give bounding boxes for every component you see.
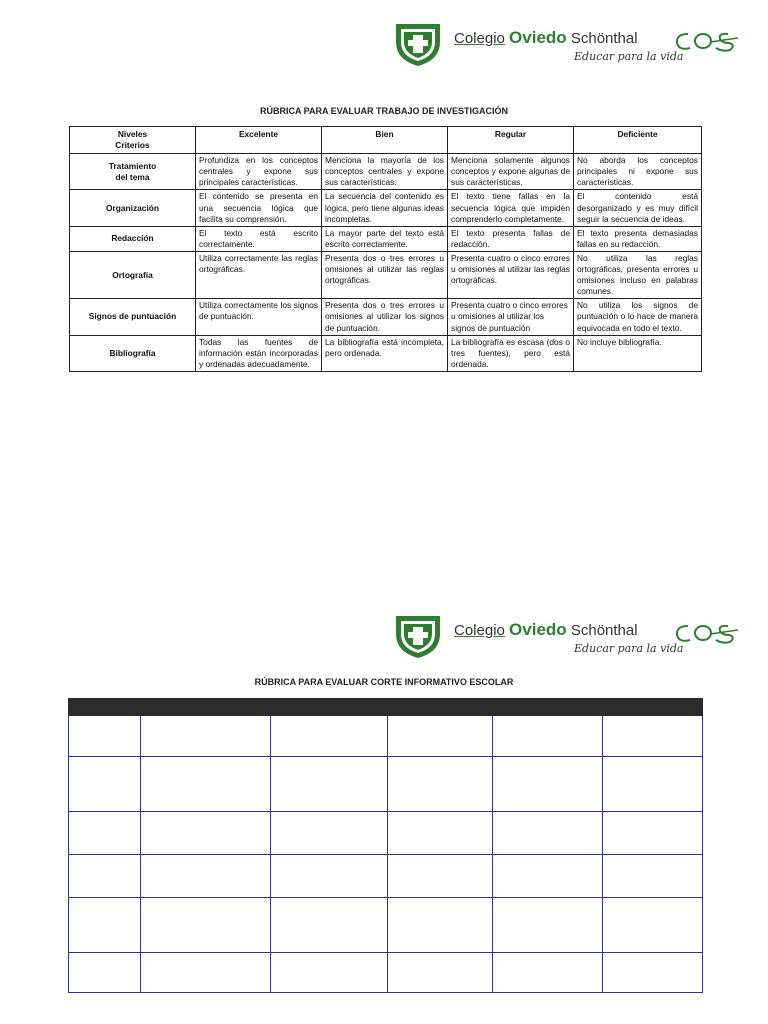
school-name-part3: Schönthal <box>570 30 638 47</box>
criterion-cell: Signos de puntuación <box>70 299 196 335</box>
criterion-cell: Organización <box>70 190 196 226</box>
research-rubric-table <box>69 126 702 372</box>
rubric-cell: La bibliografía está incompleta, pero ordenada. <box>322 335 448 371</box>
rubric-cell: Presenta cuatro o cinco errores u omisiones al utilizar las reglas ortográficas. <box>448 251 574 298</box>
school-name-part2: Oviedo <box>509 28 567 47</box>
school-tagline: Educar para la vida <box>574 642 684 655</box>
grid-cell <box>69 757 141 812</box>
rubric-header-row <box>70 127 702 154</box>
grid-cell <box>388 898 493 953</box>
rubric-cell: El texto presenta demasiadas fallas en su redacción. <box>574 226 702 251</box>
rubric-cell: No utiliza los signos de puntuación o lo hace de manera equivocada en todo el texto. <box>574 299 702 335</box>
rubric-cell: No utiliza las reglas ortográficas, presenta errores u omisiones incluso en palabras comunes. <box>574 251 702 298</box>
table-row <box>69 953 703 993</box>
grid-header-cell <box>141 699 271 716</box>
grid-cell <box>141 855 271 898</box>
grid-cell <box>271 953 388 993</box>
criterion-cell <box>70 154 196 190</box>
grid-cell <box>69 812 141 855</box>
corner-header-criteria: Criterios <box>115 140 150 151</box>
shield-icon <box>392 612 444 660</box>
rubric-cell: La mayor parte del texto está escrito correctamente. <box>322 226 448 251</box>
grid-cell <box>141 953 271 993</box>
grid-cell <box>388 812 493 855</box>
table-row <box>69 855 703 898</box>
grid-cell <box>69 898 141 953</box>
cos-monogram-icon <box>674 28 740 54</box>
rubric-cell: El contenido se presenta en una secuencia lógica que facilita su comprensión. <box>196 190 322 226</box>
level-header: Deficiente <box>574 127 702 154</box>
shield-icon <box>392 20 444 68</box>
grid-header-cell <box>388 699 493 716</box>
rubric-title-research: RÚBRICA PARA EVALUAR TRABAJO DE INVESTIGACIÓN <box>259 106 508 116</box>
grid-cell <box>141 898 271 953</box>
rubric-cell: El texto está escrito correctamente. <box>196 226 322 251</box>
grid-cell <box>388 855 493 898</box>
rubric-cell: Presenta cuatro o cinco errores u omisiones al utilizar los signos de puntuación <box>448 299 574 335</box>
grid-cell <box>388 716 493 757</box>
level-header: Excelente <box>196 127 322 154</box>
school-logo <box>392 20 742 68</box>
grid-header-cell <box>271 699 388 716</box>
rubric-cell: Presenta dos o tres errores u omisiones al utilizar los signos de puntuación. <box>322 299 448 335</box>
grid-cell <box>493 757 603 812</box>
rubric-cell: No aborda los conceptos principales ni expone sus características. <box>574 154 702 190</box>
table-row <box>70 226 702 251</box>
rubric-cell: La bibliografía es escasa (dos o tres fuentes), pero está ordenada. <box>448 335 574 371</box>
grid-cell <box>603 757 703 812</box>
school-name-part1: Colegio <box>454 622 505 639</box>
corner-header-levels: Niveles <box>117 129 148 139</box>
rubric-cell: Menciona solamente algunos conceptos y expone algunas de sus características. <box>448 154 574 190</box>
school-name-part3: Schönthal <box>570 622 638 639</box>
table-row <box>70 154 702 190</box>
grid-cell <box>493 716 603 757</box>
grid-cell <box>493 855 603 898</box>
grid-cell <box>603 953 703 993</box>
rubric-cell: La secuencia del contenido es lógica, pero tiene algunas ideas incompletas. <box>322 190 448 226</box>
school-logo <box>392 612 742 660</box>
grid-cell <box>69 716 141 757</box>
corner-header <box>70 127 196 154</box>
school-name <box>454 620 638 640</box>
grid-cell <box>603 812 703 855</box>
grid-cell <box>271 716 388 757</box>
criterion-cell: Redacción <box>70 226 196 251</box>
grid-cell <box>141 757 271 812</box>
grid-header-cell <box>69 699 141 716</box>
grid-cell <box>388 953 493 993</box>
table-row <box>69 757 703 812</box>
rubric-cell: No incluye bibliografía. <box>574 335 702 371</box>
rubric-cell: El texto tiene fallas en la secuencia lógica que impiden comprenderlo completamente. <box>448 190 574 226</box>
rubric-title-newsletter: RÚBRICA PARA EVALUAR CORTE INFORMATIVO ESCOLAR <box>254 677 514 687</box>
rubric-cell: Profundiza en los conceptos centrales y expone sus principales características. <box>196 154 322 190</box>
table-row <box>70 251 702 298</box>
cos-monogram-icon <box>674 620 740 646</box>
grid-cell <box>141 716 271 757</box>
grid-cell <box>271 855 388 898</box>
level-header: Bien <box>322 127 448 154</box>
table-row <box>70 299 702 335</box>
table-row <box>70 190 702 226</box>
school-name-part2: Oviedo <box>509 620 567 639</box>
grid-cell <box>603 855 703 898</box>
table-row <box>70 335 702 371</box>
newsletter-rubric-table <box>68 698 703 993</box>
rubric-cell: Utiliza correctamente los signos de puntuación. <box>196 299 322 335</box>
grid-cell <box>271 812 388 855</box>
criterion-cell: Bibliografía <box>70 335 196 371</box>
grid-cell <box>271 757 388 812</box>
rubric-cell: Presenta dos o tres errores u omisiones al utilizar las reglas ortográficas. <box>322 251 448 298</box>
rubric-cell: El contenido está desorganizado y es muy difícil seguir la secuencia de ideas. <box>574 190 702 226</box>
grid-cell <box>69 953 141 993</box>
criterion-cell: Ortografía <box>70 251 196 298</box>
grid-cell <box>388 757 493 812</box>
grid-cell <box>493 898 603 953</box>
school-tagline: Educar para la vida <box>574 50 684 63</box>
table-row <box>69 898 703 953</box>
grid-cell <box>603 716 703 757</box>
criterion-label: del tema <box>115 171 150 182</box>
rubric-cell: Menciona la mayoría de los conceptos centrales y expone sus características. <box>322 154 448 190</box>
rubric-cell: El texto presenta fallas de redacción. <box>448 226 574 251</box>
grid-header-cell <box>603 699 703 716</box>
school-name <box>454 28 638 48</box>
grid-cell <box>271 898 388 953</box>
grid-header-row <box>69 699 703 716</box>
table-row <box>69 812 703 855</box>
rubric-cell: Utiliza correctamente las reglas ortográficas. <box>196 251 322 298</box>
level-header: Regular <box>448 127 574 154</box>
grid-header-cell <box>493 699 603 716</box>
table-row <box>69 716 703 757</box>
criterion-label: Tratamiento <box>108 160 157 171</box>
grid-cell <box>493 953 603 993</box>
grid-cell <box>603 898 703 953</box>
grid-cell <box>141 812 271 855</box>
grid-cell <box>69 855 141 898</box>
rubric-cell: Todas las fuentes de información están incorporadas y ordenadas adecuadamente. <box>196 335 322 371</box>
grid-cell <box>493 812 603 855</box>
school-name-part1: Colegio <box>454 30 505 47</box>
